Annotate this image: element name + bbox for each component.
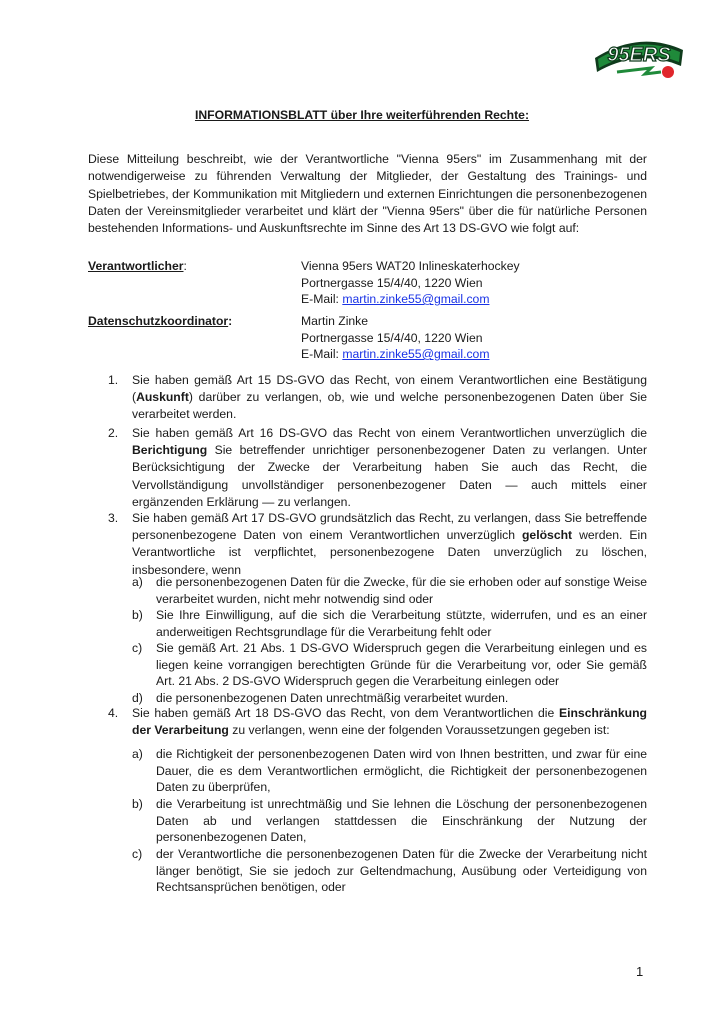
page-title: INFORMATIONSBLATT über Ihre weiterführenden Rechte: (194, 108, 530, 122)
svg-text:95ERS: 95ERS (607, 44, 671, 66)
list-number: 1. (108, 373, 119, 387)
page-number: 1 (636, 964, 644, 979)
controller-label: Verantwortlicher: (88, 259, 187, 273)
coordinator-name: Martin Zinke (301, 314, 369, 328)
controller-email-link[interactable]: martin.zinke55@gmail.com (342, 292, 490, 306)
list-number: 2. (108, 426, 119, 440)
document-page: 95ERS INFORMATIONSBLATT über Ihre weiterführenden Rechte: Diese Mitteilung beschreibt, wie der Verantwortliche "Vienna 95ers" im Zusammenhang mit der notwendigerweise zu führenden Verwaltung der Mitglieder, der Gestaltung des Trainings- und Spielbetriebes, der Kommunikation mit Mitgliedern und externen Einrichtungen die personenbezogenen Daten der Vereinsmitglieder verarbeitet und klärt der "Vienna 95ers" über die für natürliche Personen bestehenden Informations- und Auskunftsrechte im Sinne des Art 13 DS-GVO wie folgt auf: Verantwortlicher: Vienna 95ers WAT20 Inlineskaterhockey Portnergasse 15/4/40, 1220 Wien E-Mail: martin.zinke55@gmail.com Datenschutzkoordinator: Martin Zinke Portnergasse 15/4/40, 1220 Wien E-Mail: martin.zinke55@gmail.com 1. Sie haben gemäß Art 15 DS-GVO das Recht, von einem Verantwortlichen eine Bestätigung (Auskunft) darüber zu verlangen, ob, wie und welche personenbezogenen Daten über Sie verarbeitet werden. 2. Sie haben gemäß Art 16 DS-GVO das Recht von einem Verantwortlichen unverzüglich die Berichtigung Sie betreffender unrichtiger personenbezogener Daten zu verlangen. Unter Berücksichtigung der Zwecke der Verarbeitung haben Sie auch das Recht, die Vervollständigung unvollständiger personenbezogener Daten — auch mittels einer ergänzenden Erklärung — zu verlangen. 3. Sie haben gemäß Art 17 DS-GVO grundsätzlich das Recht, zu verlangen, dass Sie betreffende personenbezogene Daten von einem Verantwortlichen unverzüglich gelöscht werden. Ein Verantwortliche ist verpflichtet, personenbezogene Daten unverzüglich zu löschen, insbesondere, wenn a) die personenbezogenen Daten für die Zwecke, für die sie erhoben oder auf sonstige Weise verarbeitet wurden, nicht mehr notwendig sind oder b) Sie Ihre Einwilligung, auf die sich die Verarbeitung stützte, widerrufen, und es an einer anderweitigen Rechtsgrundlage für die Verarbeitung fehlt oder c) Sie gemäß Art. 21 Abs. 1 DS-GVO Widerspruch gegen die Verarbeitung einlegen und es liegen keine vorrangigen berechtigten Gründe für die Verarbeitung vor, oder Sie gemäß Art. 21 Abs. 2 DS-GVO Widerspruch gegen die Verarbeitung einlegen oder d) die personenbezogenen Daten unrechtmäßig verarbeitet wurden. 4. Sie haben gemäß Art 18 DS-GVO das Recht, von dem Verantwortlichen die Einschränkung der Verarbeitung zu verlangen, wenn eine der folgenden Voraussetzungen gegeben ist: a) die Richtigkeit der personenbezogenen Daten wird von Ihnen bestritten, und zwar für eine Dauer, die es dem Verantwortlichen ermöglicht, die Richtigkeit der personenbezogenen Daten zu überprüfen, b) die Verarbeitung ist unrechtmäßig und Sie lehnen die Löschung der personenbezogenen Daten ab und verlangen stattdessen die Einschränkung der Nutzung der personenbezogenen Daten, c) der Verantwortliche die personenbezogenen Daten für die Zwecke der Verarbeitung nicht länger benötigt, Sie sie jedoch zur Geltendmachung, Ausübung oder Verteidigung von Rechtsansprüchen benötigen, oder 1 (0, 0, 724, 1024)
list-number: 3. (108, 511, 119, 525)
coordinator-address: Portnergasse 15/4/40, 1220 Wien (301, 330, 483, 345)
controller-name: Vienna 95ers WAT20 Inlineskaterhockey (301, 259, 520, 273)
club-logo (589, 28, 689, 84)
right-text: Sie haben gemäß Art 17 DS-GVO grundsätzlich das Recht, zu verlangen, dass Sie betreffende personenbezogene Daten von einem Verantwortlichen unverzüglich gelöscht werden. Ein Verantwortliche ist verpflichtet, personenbezogene Daten unverzüglich zu löschen, insbesondere, wenn (132, 511, 647, 577)
email-prefix: E-Mail: (301, 292, 343, 306)
intro-paragraph: Diese Mitteilung beschreibt, wie der Verantwortliche "Vienna 95ers" im Zusammenhang mit der notwendigerweise zu führenden Verwaltung der Mitglieder, der Gestaltung des Trainings- und Spielbetriebes, der Kommunikation mit Mitgliedern und externen Einrichtungen die personenbezogenen Daten der Vereinsmitglieder verarbeitet und klärt der "Vienna 95ers" über die für natürliche Personen bestehenden Informations- und Auskunftsrechte im Sinne des Art 13 DS-GVO wie folgt auf: (88, 152, 647, 236)
right-text: Sie haben gemäß Art 15 DS-GVO das Recht, von einem Verantwortlichen eine Bestätigung (Auskunft) darüber zu verlangen, ob, wie und welche personenbezogenen Daten über Sie verarbeitet werden. (132, 373, 647, 422)
95ers-logo-icon (589, 28, 689, 84)
list-number: 4. (108, 706, 119, 720)
coordinator-email-link[interactable]: martin.zinke55@gmail.com (342, 347, 490, 361)
right-text: Sie haben gemäß Art 16 DS-GVO das Recht von einem Verantwortlichen unverzüglich die Berichtigung Sie betreffender unrichtiger personenbezogener Daten zu verlangen. Unter Berücksichtigung der Zwecke der Verarbeitung haben Sie auch das Recht, die Vervollständigung unvollständiger personenbezogener Daten — auch mittels einer ergänzenden Erklärung — zu verlangen. (132, 426, 647, 509)
controller-address: Portnergasse 15/4/40, 1220 Wien (301, 275, 483, 290)
coordinator-label: Datenschutzkoordinator: (88, 314, 233, 328)
email-prefix: E-Mail: (301, 347, 343, 361)
right-text: Sie haben gemäß Art 18 DS-GVO das Recht, von dem Verantwortlichen die Einschränkung der Verarbeitung zu verlangen, wenn eine der folgenden Voraussetzungen gegeben ist: (132, 706, 647, 738)
